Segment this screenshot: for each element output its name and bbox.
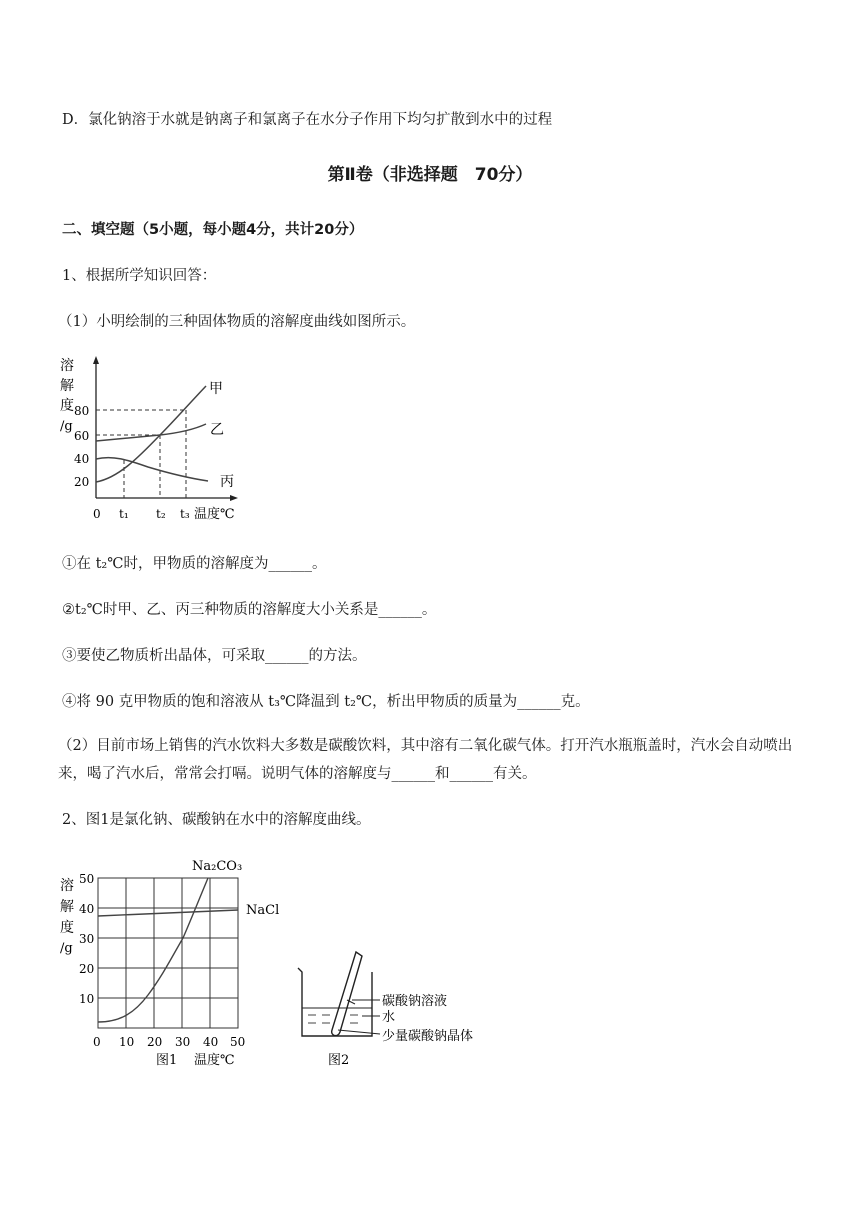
q1-ytick-40: 40	[74, 452, 90, 466]
q2-stem: 2、图1是氯化钠、碳酸钠在水中的溶解度曲线。	[62, 812, 371, 828]
q1-xtick-t3: t₃	[180, 507, 190, 521]
q1-label-bing: 丙	[220, 474, 234, 490]
leader-crystal	[338, 1030, 380, 1034]
q2-fig2-caption: 图2	[328, 1053, 350, 1068]
q1-item-2: ②t₂℃时甲、乙、丙三种物质的溶解度大小关系是______。	[62, 602, 437, 618]
water-dashes	[308, 1015, 358, 1023]
q2-grid	[98, 878, 238, 1028]
fig2-label-solution: 碳酸钠溶液	[382, 994, 448, 1009]
q2-fig1-chart	[58, 850, 288, 1075]
q2-ytick-50: 50	[79, 872, 95, 886]
q2-xtick-30: 30	[175, 1035, 191, 1049]
q1-sub1: （1）小明绘制的三种固体物质的溶解度曲线如图所示。	[58, 314, 416, 330]
q1-ytick-80: 80	[74, 404, 90, 418]
q2-ytick-10: 10	[79, 992, 95, 1006]
q1-sub2: （2）目前市场上销售的汽水饮料大多数是碳酸饮料，其中溶有二氧化碳气体。打开汽水瓶瓶盖时，汽水会自动喷出来，喝了汽水后，常常会打嗝。说明气体的溶解度与______和______有关。	[58, 738, 793, 782]
q1-ylabel-1: 溶	[60, 358, 74, 374]
part-title: 第Ⅱ卷（非选择题 70分）	[327, 165, 533, 185]
option-d: D．氯化钠溶于水就是钠离子和氯离子在水分子作用下均匀扩散到水中的过程	[62, 112, 553, 128]
q2-series-nacl: NaCl	[246, 903, 280, 918]
fig2-label-water: 水	[382, 1010, 396, 1025]
q1-xlabel: 温度℃	[194, 507, 235, 522]
q1-curve-bing	[96, 458, 208, 481]
q2-fig1-caption: 图1	[156, 1053, 178, 1068]
q2-series-na2co3: Na₂CO₃	[192, 859, 243, 874]
fig2-label-crystal: 少量碳酸钠晶体	[382, 1029, 474, 1044]
q1-label-jia: 甲	[209, 381, 223, 397]
q2-ylabel-4: /g	[60, 941, 73, 956]
beaker	[298, 968, 372, 1036]
q1-ylabel-4: /g	[60, 419, 73, 434]
q2-ytick-20: 20	[79, 962, 95, 976]
q1-label-yi: 乙	[210, 422, 224, 438]
q2-ylabel-3: 度	[60, 920, 74, 936]
q2-curve-nacl	[98, 910, 238, 916]
q1-ytick-60: 60	[74, 429, 90, 443]
q1-item-3: ③要使乙物质析出晶体，可采取______的方法。	[62, 648, 367, 664]
q1-solubility-chart	[58, 350, 258, 525]
q1-item-4: ④将 90 克甲物质的饱和溶液从 t₃℃降温到 t₂℃，析出甲物质的质量为______克。	[62, 694, 590, 710]
q1-ytick-20: 20	[74, 475, 90, 489]
q2-curve-na2co3	[98, 878, 208, 1022]
q1-xtick-t1: t₁	[119, 507, 129, 521]
q2-ytick-40: 40	[79, 902, 95, 916]
q2-ylabel-1: 溶	[60, 878, 74, 894]
q2-xtick-50: 50	[230, 1035, 246, 1049]
section-title: 二、填空题（5小题，每小题4分，共计20分）	[62, 222, 364, 238]
q1-xtick-t2: t₂	[156, 507, 166, 521]
q2-xtick-10: 10	[119, 1035, 135, 1049]
q1-x-arrow	[230, 495, 238, 501]
q2-xlabel: 温度℃	[194, 1053, 235, 1068]
q2-xtick-20: 20	[147, 1035, 163, 1049]
q1-stem: 1、根据所学知识回答：	[62, 268, 217, 284]
q2-fig2-apparatus	[292, 850, 512, 1075]
q2-ylabel-2: 解	[60, 899, 74, 915]
q1-y-arrow	[93, 356, 99, 364]
q1-item-1: ①在 t₂℃时，甲物质的溶解度为______。	[62, 556, 327, 572]
q2-xtick-0: 0	[93, 1035, 101, 1049]
q1-ylabel-3: 度	[60, 398, 74, 414]
q2-ytick-30: 30	[79, 932, 95, 946]
q2-xtick-40: 40	[203, 1035, 219, 1049]
q1-ylabel-2: 解	[60, 378, 74, 394]
q1-curve-yi	[96, 424, 206, 441]
q1-xtick-0: 0	[93, 507, 101, 521]
